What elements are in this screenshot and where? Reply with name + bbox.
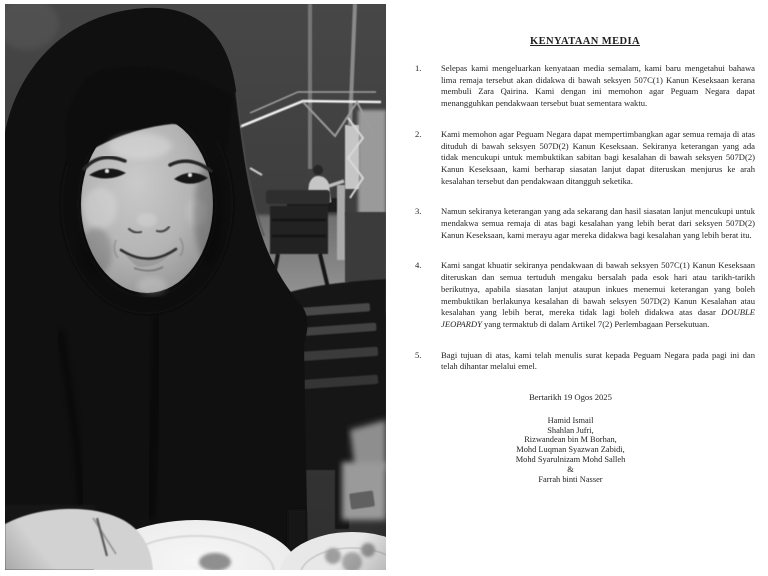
paragraph-3 [415,206,755,241]
paragraph-text: Namun sekiranya keterangan yang ada sekarang dan hasil siasatan lanjut mencukupi untuk mendakwa semua remaja di atas bagi kesalahan yang lebih berat dari seksyen 507D(2) Kanun Keseksaan, kami merayu agar mereka didakwa bagi kesalahan yang lebih berat itu. [441,206,755,240]
signatory-name: Shahlan Jufri, [547,425,594,435]
signatory-name: Mohd Luqman Syazwan Zabidi, [516,445,625,455]
document-title: KENYATAAN MEDIA [530,36,640,47]
portrait-photo-art [5,4,386,570]
paragraph-1 [415,63,755,110]
paragraph-2 [415,129,755,188]
paragraph-5 [415,350,755,373]
signatory-ampersand: & [567,464,574,474]
paragraph-number: 4. [415,260,422,271]
paragraph-number: 2. [415,128,422,139]
paragraph-number: 5. [415,349,422,360]
paragraph-number: 3. [415,206,422,217]
signatory-name: Mohd Syarulnizam Mohd Salleh [515,454,626,464]
paragraph-number: 1. [415,63,422,73]
date-line: Bertarikh 19 Ogos 2025 [529,392,612,403]
paragraph-4 [415,260,755,330]
paragraph-text-segment: yang termaktub di dalam Artikel 7(2) Perlembagaan Persekutuan. [481,318,710,329]
paragraph-text [441,260,755,330]
media-statement-document [386,0,768,576]
signatory-name: Hamid Ismail [547,415,594,425]
paragraph-text: Bagi tujuan di atas, kami telah menulis surat kepada Peguam Negara pada pagi ini dan telah dihantar melalui emel. [441,349,755,372]
paragraph-text: Kami memohon agar Peguam Negara dapat mempertimbangkan agar semua remaja di atas dituduh di bawah seksyen 507D(2) Kanun Keseksaan. Sekiranya keterangan yang ada tidak mencukupi untuk membuktikan sabitan bagi kesalahan di bawah seksyen 507D(2) Kanun Keseksaan, kami berharap siasatan lanjut dapat diteruskan menjurus ke arah kesalahan tersebut dan pendakwaan ditangguh seketika. [441,128,755,186]
signatories [399,416,742,485]
paragraph-text: Selepas kami mengeluarkan kenyataan media semalam, kami baru mengetahui bahawa lima remaja tersebut akan didakwa di bawah seksyen 507C(1) Kanun Keseksaan kerana membuli Zara Qairina. Kami dengan ini memohon agar Peguam Negara dapat menangguhkan pendakwaan tersebut buat sementara waktu. [441,63,755,109]
photo-vignette [5,4,386,570]
portrait-photo [5,4,386,570]
signatory-name: Farrah binti Nasser [538,474,603,484]
signatory-name: Rizwandean bin M Borhan, [524,435,617,445]
paragraph-text-segment: Kami sangat khuatir sekiranya pendakwaan di bawah seksyen 507C(1) Kanun Keseksaan diteruskan dan semua tertuduh mengaku bersalah pada esok hari atau tarikh-tarikh berikutnya, apabila siasatan lanjut ataupun inkues menemui keterangan yang boleh membuktikan berlakunya kesalahan di bawah seksyen 507D(2) Kanun Kesalahan atau kesalahan yang lebih berat, mereka tidak lagi boleh didakwa atas dasar [441,260,755,318]
italic-phrase: DOUBLE JEOPARDY [441,307,755,329]
